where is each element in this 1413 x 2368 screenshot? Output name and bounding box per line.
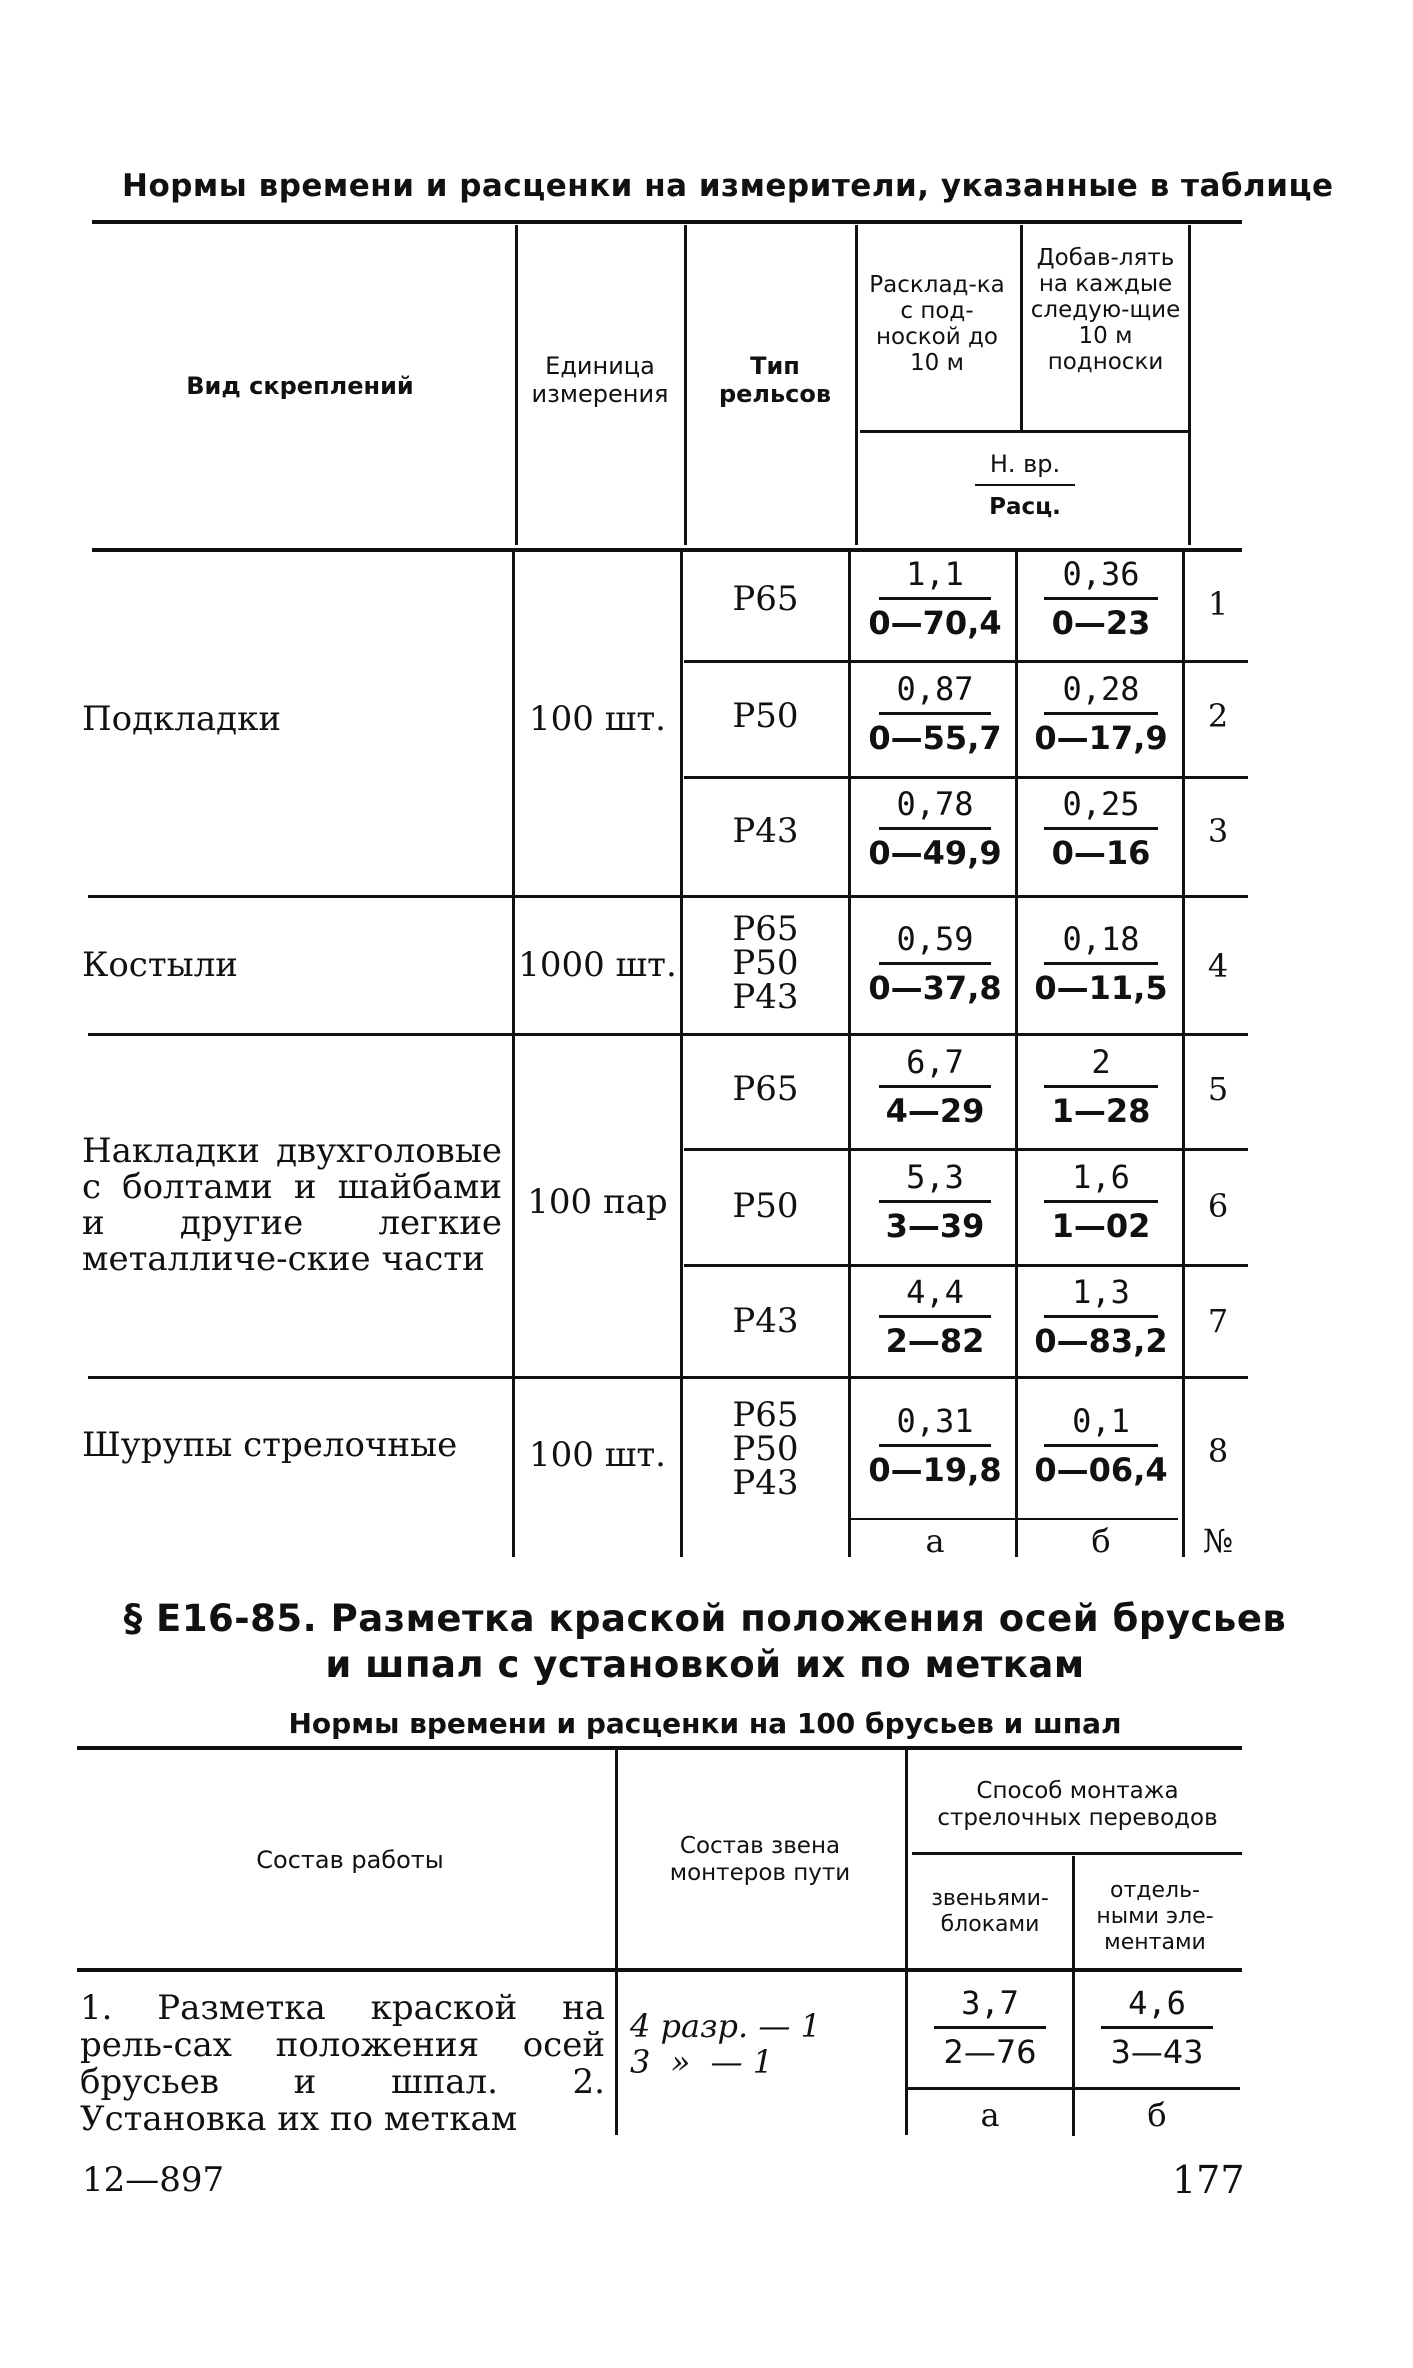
vline [848, 552, 851, 1557]
row-divider [848, 1518, 1178, 1520]
rate-cell-b [1020, 920, 1182, 1007]
time-norm: 0,1 [1072, 1402, 1130, 1440]
rail-type: Р65 [732, 1069, 799, 1109]
table1-title: Нормы времени и расценки на измерители, указанные в таблице [122, 168, 1334, 204]
time-norm: 0,18 [1062, 920, 1140, 958]
group-unit: 100 шт. [529, 1435, 666, 1475]
column-number-sign: № [1202, 1522, 1234, 1560]
rate: 0—83,2 [1034, 1322, 1168, 1360]
rate: 0—11,5 [1034, 969, 1168, 1007]
group-unit: 100 пар [527, 1182, 668, 1222]
rate-cell-a [910, 1984, 1070, 2071]
table2-top-rule [77, 1746, 1242, 1750]
header-rail-type: Тип рельсов [718, 352, 832, 408]
rate: 0—17,9 [1034, 719, 1168, 757]
rate: 0—06,4 [1034, 1451, 1168, 1489]
rate: 0—16 [1051, 834, 1151, 872]
rail-type: Р65 [732, 579, 799, 619]
rate: 1—02 [1051, 1207, 1151, 1245]
row-divider [684, 1148, 1248, 1151]
group-label: Подкладки [82, 699, 282, 739]
header-time-norm [940, 450, 1110, 478]
column-letter-b: б [1091, 1522, 1111, 1560]
table1-header-bottom-rule [92, 548, 1242, 552]
vline [515, 225, 518, 545]
rate-cell-a [855, 555, 1015, 642]
time-norm: 5,3 [906, 1158, 964, 1196]
time-norm: 4,6 [1128, 1984, 1186, 2022]
time-norm: 0,36 [1062, 555, 1140, 593]
method-divider [912, 1852, 1242, 1855]
rate: 3—43 [1110, 2033, 1204, 2071]
group-divider [88, 1033, 1248, 1036]
column-letter-a: а [925, 1522, 945, 1560]
time-norm: 4,4 [906, 1273, 964, 1311]
table2-header-bottom-rule [77, 1968, 1242, 1972]
header-work-composition: Состав работы [256, 1846, 444, 1874]
rate: 0—49,9 [868, 834, 1002, 872]
rate-cell-b [1020, 785, 1182, 872]
section-heading: § Е16-85. Разметка краской положения осей брусьев [123, 1597, 1287, 1640]
work-description: 1. Разметка краской на рель-сах положения осей брусьев и шпал. 2. Установка их по меткам [80, 1988, 605, 2139]
row-number: 5 [1207, 1070, 1229, 1108]
row-number: 3 [1207, 812, 1229, 850]
rail-type: Р50 [732, 1186, 799, 1226]
section-heading-line2: и шпал с установкой их по меткам [325, 1643, 1085, 1686]
rail-type: Р43 [732, 811, 799, 851]
rate-cell-b [1020, 1158, 1182, 1245]
group-divider [88, 1376, 1248, 1379]
time-norm: 0,59 [896, 920, 974, 958]
group-label: Костыли [82, 945, 238, 985]
rate-cell-a [855, 670, 1015, 757]
column-letter-a: а [980, 2096, 1000, 2134]
rate: 2—76 [943, 2033, 1037, 2071]
section-subtitle: Нормы времени и расценки на 100 брусьев и шпал [288, 1707, 1122, 1740]
rate-cell-b [1020, 555, 1182, 642]
rate-cell-b [1077, 1984, 1237, 2071]
group-label: Накладки двухголовые с болтами и шайбами и другие легкие металличе-ские части [82, 1131, 502, 1279]
rail-type: Р65 Р50 Р43 [732, 1395, 799, 1503]
header-layout: Расклад-ка с под-ноской до 10 м [869, 272, 1005, 376]
vline [684, 225, 687, 545]
rate: 2—82 [885, 1322, 985, 1360]
rate-cell-a [855, 1158, 1015, 1245]
vline [1072, 1856, 1075, 2136]
rate: 4—29 [885, 1092, 985, 1130]
time-norm: 0,87 [896, 670, 974, 708]
rate-cell-a [855, 785, 1015, 872]
rate-cell-b [1020, 1273, 1182, 1360]
rate: 1—28 [1051, 1092, 1151, 1130]
group-label: Шурупы стрелочные [82, 1425, 458, 1465]
time-norm: 0,31 [896, 1402, 974, 1440]
vline [905, 1750, 908, 2135]
time-norm: 6,7 [906, 1043, 964, 1081]
header-method: Способ монтажа стрелочных переводов [937, 1778, 1218, 1831]
time-norm: 0,25 [1062, 785, 1140, 823]
rate-cell-b [1020, 670, 1182, 757]
time-norm-bar [975, 484, 1075, 486]
time-norm: 2 [1091, 1043, 1111, 1081]
time-norm: 0,28 [1062, 670, 1140, 708]
row-divider [684, 776, 1248, 779]
time-norm: 0,78 [896, 785, 974, 823]
rate: 0—37,8 [868, 969, 1002, 1007]
rail-type: Р50 [732, 696, 799, 736]
vline [1188, 225, 1191, 545]
time-norm: 3,7 [961, 1984, 1019, 2022]
header-rate: Расц. [989, 494, 1061, 520]
row-number: 7 [1207, 1302, 1229, 1340]
row-number: 1 [1207, 585, 1229, 623]
vline [855, 225, 858, 545]
header-fastening-type: Вид скреплений [186, 372, 414, 400]
row-divider [684, 1264, 1248, 1267]
vline [1020, 225, 1023, 430]
vline [1015, 552, 1018, 1557]
vline [615, 1750, 618, 2135]
column-letter-b: б [1147, 2096, 1167, 2134]
time-norm: 1,3 [1072, 1273, 1130, 1311]
rate-cell-a [855, 1273, 1015, 1360]
crew-composition [630, 2008, 900, 2080]
rail-type: Р43 [732, 1301, 799, 1341]
header-crew: Состав звена монтеров пути [669, 1833, 851, 1886]
group-unit: 1000 шт. [518, 945, 677, 985]
row-number: 6 [1207, 1187, 1229, 1225]
header-time-norm-label: Н. вр. [989, 450, 1061, 478]
rate: 0—23 [1051, 604, 1151, 642]
row-number: 4 [1207, 947, 1229, 985]
rate: 0—55,7 [868, 719, 1002, 757]
page-code: 12—897 [82, 2160, 225, 2200]
rail-type: Р65 Р50 Р43 [732, 909, 799, 1017]
vline [1182, 552, 1185, 1557]
rate-cell-a [855, 920, 1015, 1007]
rate: 0—19,8 [868, 1451, 1002, 1489]
rate: 3—39 [885, 1207, 985, 1245]
group-divider [88, 895, 1248, 898]
time-norm: 1,6 [1072, 1158, 1130, 1196]
page-number: 177 [1172, 2158, 1245, 2202]
rate-cell-b [1020, 1402, 1182, 1489]
header-method-blocks: звеньями-блоками [931, 1886, 1049, 1937]
table1-top-rule [92, 220, 1242, 224]
header-additional: Добав-лять на каждые следую-щие 10 м подноски [1030, 245, 1181, 375]
header-method-elements: отдель-ными эле-ментами [1096, 1878, 1214, 1955]
row-number: 8 [1207, 1432, 1229, 1470]
group-unit: 100 шт. [529, 699, 666, 739]
time-norm: 1,1 [906, 555, 964, 593]
header-unit: Единица измерения [531, 352, 669, 408]
rate-cell-a [855, 1043, 1015, 1130]
crew-line-1: 4 разр. — 1 [630, 2007, 821, 2045]
rate: 0—70,4 [868, 604, 1002, 642]
unit-divider [860, 430, 1190, 433]
rate-cell-b [1020, 1043, 1182, 1130]
crew-line-2: 3 » — 1 [630, 2043, 774, 2081]
row-divider [684, 660, 1248, 663]
rate-cell-a [855, 1402, 1015, 1489]
row-number: 2 [1207, 697, 1229, 735]
